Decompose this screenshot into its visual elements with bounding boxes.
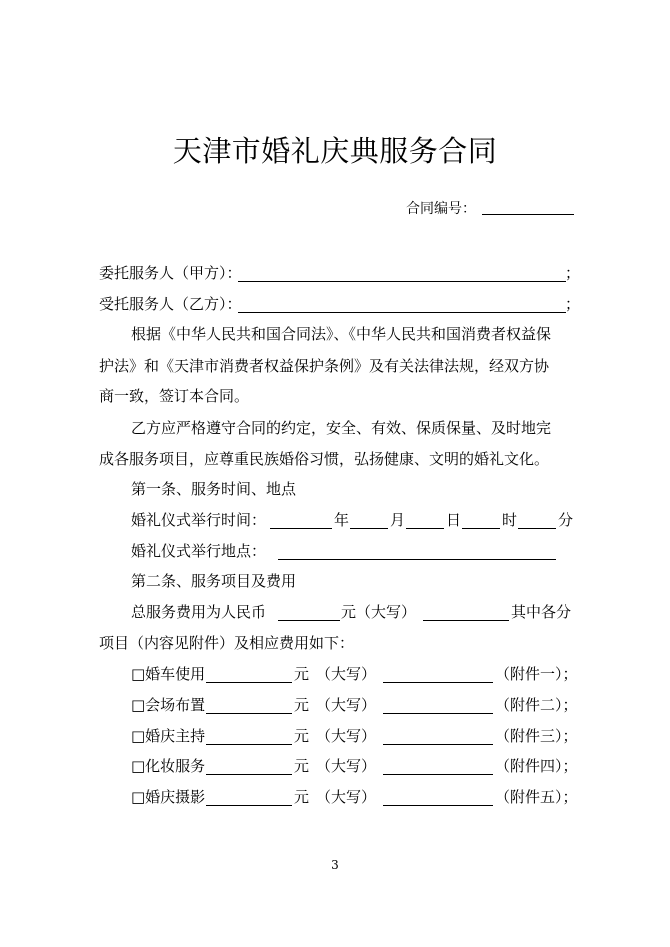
fee-item-daxie-blank[interactable] — [383, 805, 493, 806]
page-number: 3 — [331, 858, 339, 872]
para1-line — [0, 382, 670, 410]
hour-unit: 时 — [502, 511, 518, 529]
fee-item-annex: （附件一）； — [495, 665, 578, 683]
fee-item-daxie-blank[interactable] — [383, 682, 493, 683]
fee-item-yuan: 元 — [294, 788, 310, 806]
para2-line — [0, 445, 670, 473]
fee-item-daxie-blank[interactable] — [383, 774, 493, 775]
total-fee-suffix: 其中各分 — [511, 603, 572, 621]
para1-text-3: 商一致，签订本合同。 — [99, 387, 250, 405]
fee-item-row — [0, 691, 670, 719]
ceremony-place-line — [0, 537, 670, 565]
day-blank[interactable] — [406, 528, 444, 529]
fee-item-label: □婚庆主持 — [131, 727, 206, 745]
minute-unit: 分 — [558, 511, 574, 529]
article-2-text: 第二条、服务项目及费用 — [131, 572, 297, 590]
fee-item-amount-blank[interactable] — [206, 774, 292, 775]
fee-item-yuan: 元 — [294, 727, 310, 745]
article-1-text: 第一条、服务时间、地点 — [131, 480, 297, 498]
fee-item-daxie: （大写） — [316, 757, 377, 775]
party-b-line — [0, 290, 670, 318]
total-fee-yuan: 元（大写） — [341, 603, 417, 621]
party-a-blank[interactable] — [238, 281, 566, 282]
fee-item-yuan: 元 — [294, 696, 310, 714]
para1-line — [0, 320, 670, 348]
fee-item-amount-blank[interactable] — [206, 805, 292, 806]
party-b-semicolon: ； — [565, 295, 581, 313]
fee-item-annex: （附件二）； — [495, 696, 578, 714]
ceremony-time-label: 婚礼仪式举行时间： — [131, 511, 267, 529]
ceremony-time-line — [0, 506, 670, 534]
para1-text-1: 根据《中华人民共和国合同法》、《中华人民共和国消费者权益保 — [131, 325, 552, 343]
items-intro-text: 项目（内容见附件）及相应费用如下： — [99, 634, 355, 652]
fee-item-amount-blank[interactable] — [206, 682, 292, 683]
fee-item-row — [0, 752, 670, 780]
fee-item-amount-blank[interactable] — [206, 713, 292, 714]
fee-item-annex: （附件五）； — [495, 788, 578, 806]
party-b-blank[interactable] — [238, 312, 566, 313]
fee-item-daxie: （大写） — [316, 788, 377, 806]
para1-text-2: 护法》和《天津市消费者权益保护条例》及有关法律法规，经双方协 — [99, 357, 550, 375]
contract-number-label: 合同编号： — [406, 201, 476, 217]
para2-line — [0, 414, 670, 442]
items-intro-line — [0, 629, 670, 657]
month-blank[interactable] — [350, 528, 388, 529]
fee-item-row — [0, 722, 670, 750]
year-unit: 年 — [334, 511, 350, 529]
fee-item-label: □会场布置 — [131, 696, 206, 714]
party-a-line — [0, 259, 670, 287]
fee-item-daxie-blank[interactable] — [383, 744, 493, 745]
contract-number-blank[interactable] — [482, 214, 574, 215]
fee-item-daxie: （大写） — [316, 727, 377, 745]
total-fee-prefix: 总服务费用为人民币 — [131, 603, 267, 621]
fee-item-label: □婚车使用 — [131, 665, 206, 683]
para2-text-1: 乙方应严格遵守合同的约定，安全、有效、保质保量、及时地完 — [131, 419, 552, 437]
total-fee-line — [0, 598, 670, 626]
fee-item-yuan: 元 — [294, 665, 310, 683]
fee-item-amount-blank[interactable] — [206, 744, 292, 745]
fee-item-row — [0, 660, 670, 688]
article-2-heading — [0, 567, 670, 595]
fee-item-label: □化妆服务 — [131, 757, 206, 775]
fee-item-yuan: 元 — [294, 757, 310, 775]
fee-item-row — [0, 783, 670, 811]
minute-blank[interactable] — [518, 528, 556, 529]
article-1-heading — [0, 475, 670, 503]
hour-blank[interactable] — [462, 528, 500, 529]
year-blank[interactable] — [270, 528, 332, 529]
ceremony-place-label: 婚礼仪式举行地点： — [131, 542, 267, 560]
fee-item-annex: （附件四）； — [495, 757, 578, 775]
fee-item-label: □婚庆摄影 — [131, 788, 206, 806]
total-fee-daxie-blank[interactable] — [423, 620, 509, 621]
party-a-semicolon: ； — [565, 264, 581, 282]
month-unit: 月 — [390, 511, 406, 529]
ceremony-place-blank[interactable] — [278, 559, 556, 560]
party-b-label: 受托服务人（乙方）： — [99, 295, 242, 313]
fee-item-daxie: （大写） — [316, 696, 377, 714]
day-unit: 日 — [446, 511, 462, 529]
fee-item-daxie-blank[interactable] — [383, 713, 493, 714]
contract-number — [406, 199, 476, 219]
total-fee-amount-blank[interactable] — [278, 620, 340, 621]
fee-item-annex: （附件三）； — [495, 727, 578, 745]
fee-item-daxie: （大写） — [316, 665, 377, 683]
para1-line — [0, 352, 670, 380]
party-a-label: 委托服务人（甲方）： — [99, 264, 242, 282]
para2-text-2: 成各服务项目，应尊重民族婚俗习惯，弘扬健康、文明的婚礼文化。 — [99, 450, 550, 468]
document-title: 天津市婚礼庆典服务合同 — [172, 134, 498, 168]
